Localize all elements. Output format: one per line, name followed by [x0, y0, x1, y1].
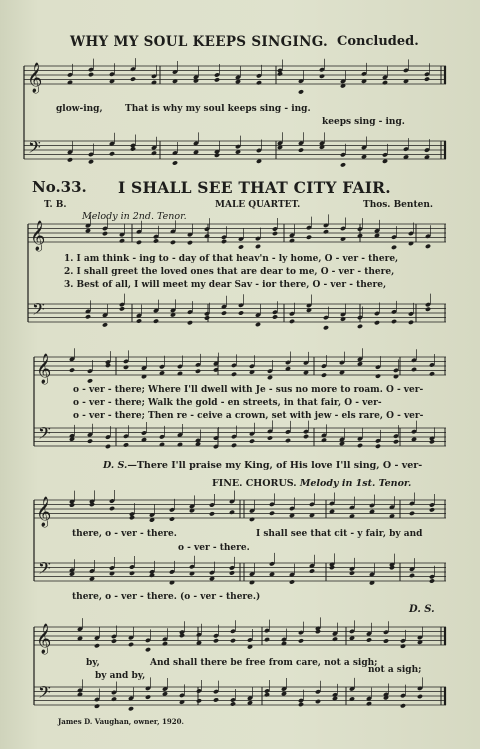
notehead — [119, 238, 125, 243]
notehead — [357, 324, 363, 329]
bass-clef-icon: 𝄢 — [38, 558, 51, 582]
notehead — [230, 701, 236, 706]
system3-line-2: o - ver - there; Walk the gold - en streets, in that fair, O - ver- — [73, 398, 382, 408]
notehead — [408, 320, 414, 325]
system5-upper-1: by, — [86, 658, 100, 668]
notehead — [289, 319, 295, 324]
ds-text: —There I'll praise my King, of His love I'll sing, O - ver- — [127, 460, 423, 471]
notehead — [425, 307, 431, 312]
notehead — [267, 375, 273, 380]
notehead — [179, 633, 185, 638]
treble-clef-icon: 𝄞 — [36, 624, 52, 654]
notehead — [196, 698, 202, 703]
song-number: No.33. — [32, 178, 87, 196]
fine-label: FINE. — [212, 478, 243, 489]
notehead — [214, 153, 220, 158]
notehead — [255, 244, 261, 249]
notehead — [264, 692, 270, 697]
verse-2: 2. I shall greet the loved ones that are dear to me, O - ver - there, — [64, 267, 395, 277]
notehead — [289, 579, 295, 584]
notehead — [231, 443, 237, 448]
notehead — [349, 570, 355, 575]
notehead — [111, 638, 117, 643]
notehead — [321, 437, 327, 442]
notehead — [123, 365, 129, 370]
notehead — [400, 644, 406, 649]
bass-clef-icon: 𝄢 — [38, 423, 51, 447]
credit-center: MALE QUARTET. — [215, 200, 301, 210]
notehead — [193, 78, 199, 83]
treble-clef-icon: 𝄞 — [30, 221, 46, 251]
ds-label: D. S. — [103, 460, 128, 471]
notehead — [111, 696, 117, 701]
notehead — [204, 315, 210, 320]
notehead — [105, 444, 111, 449]
notehead — [267, 435, 273, 440]
notehead — [319, 74, 325, 79]
lyric-keeps-singing: keeps sing - ing. — [322, 117, 405, 127]
notehead — [172, 160, 178, 165]
header-concluded: Concluded. — [337, 34, 419, 49]
notehead — [213, 638, 219, 643]
notehead — [298, 702, 304, 707]
notehead — [130, 146, 136, 151]
notehead — [151, 80, 157, 85]
notehead — [285, 438, 291, 443]
notehead — [249, 580, 255, 585]
notehead — [69, 367, 75, 372]
notehead — [411, 367, 417, 372]
notehead — [424, 76, 430, 81]
notehead — [277, 71, 283, 76]
treble-clef-icon: 𝄞 — [36, 354, 52, 384]
footer-credit: James D. Vaughan, owner, 1920. — [58, 717, 184, 726]
ds-line — [103, 460, 422, 471]
notehead — [229, 510, 235, 515]
notehead — [213, 697, 219, 702]
lyric-glowing: glow-ing, — [56, 104, 103, 114]
notehead — [357, 443, 363, 448]
notehead — [323, 229, 329, 234]
system4-upper-2: I shall see that cit - y fair, by and — [256, 529, 423, 539]
system3-line-3: o - ver - there; Then re - ceive a crown, set with jew - els rare, O - ver- — [73, 411, 424, 421]
notehead — [187, 320, 193, 325]
notehead — [429, 578, 435, 583]
notehead — [366, 637, 372, 642]
notehead — [105, 363, 111, 368]
notehead — [102, 322, 108, 327]
notehead — [169, 516, 175, 521]
fine-chorus-line — [212, 478, 411, 489]
notehead — [87, 378, 93, 383]
notehead — [177, 371, 183, 376]
bass-clef-icon: 𝄢 — [28, 137, 41, 161]
notehead — [375, 373, 381, 378]
notehead — [249, 517, 255, 522]
credit-right: Thos. Benten. — [363, 200, 434, 210]
notehead — [409, 511, 415, 516]
notehead — [340, 236, 346, 241]
notehead — [119, 306, 125, 311]
notehead — [136, 318, 142, 323]
verse-1: 1. I am think - ing to - day of that heav'n - ly home, O - ver - there, — [64, 254, 399, 264]
notehead — [400, 703, 406, 708]
notehead — [151, 150, 157, 155]
notehead — [272, 231, 278, 236]
notehead — [130, 76, 136, 81]
notehead — [238, 310, 244, 315]
notehead — [298, 89, 304, 94]
notehead — [417, 694, 423, 699]
notehead — [303, 434, 309, 439]
notehead — [429, 507, 435, 512]
notehead — [85, 314, 91, 319]
notehead — [298, 638, 304, 643]
notehead — [349, 696, 355, 701]
chorus-label: CHORUS. — [245, 478, 297, 489]
notehead — [187, 240, 193, 245]
system4-upper-3: o - ver - there. — [178, 543, 250, 553]
notehead — [229, 570, 235, 575]
notehead — [366, 701, 372, 706]
notehead — [177, 442, 183, 447]
notehead — [255, 322, 261, 327]
notehead — [272, 314, 278, 319]
notehead — [269, 511, 275, 516]
notehead — [129, 571, 135, 576]
treble-clef-icon: 𝄞 — [36, 497, 52, 527]
notehead — [429, 371, 435, 376]
notehead — [340, 162, 346, 167]
notehead — [214, 77, 220, 82]
notehead — [393, 439, 399, 444]
notehead — [391, 245, 397, 250]
notehead — [109, 151, 115, 156]
notehead — [309, 568, 315, 573]
system5-upper-3: by and by, — [95, 671, 146, 681]
notehead — [383, 638, 389, 643]
notehead — [256, 80, 262, 85]
notehead — [94, 704, 100, 709]
notehead — [238, 244, 244, 249]
notehead — [231, 372, 237, 377]
notehead — [289, 238, 295, 243]
notehead — [88, 72, 94, 77]
notehead — [409, 573, 415, 578]
treble-clef-icon: 𝄞 — [27, 63, 43, 93]
notehead — [382, 80, 388, 85]
notehead — [375, 444, 381, 449]
system5-upper-4: not a sigh; — [368, 665, 422, 675]
melody-note: Melody in 2nd. Tenor. — [82, 211, 187, 222]
notehead — [323, 325, 329, 330]
verse-3: 3. Best of all, I will meet my dear Sav - ior there, O - ver - there, — [64, 280, 387, 290]
song-title: I SHALL SEE THAT CITY FAIR. — [118, 178, 391, 197]
notehead — [69, 502, 75, 507]
notehead — [145, 694, 151, 699]
notehead — [128, 706, 134, 711]
notehead — [332, 636, 338, 641]
notehead — [425, 244, 431, 249]
notehead — [128, 642, 134, 647]
system5-upper-2: And shall there be free from care, not a sigh; — [150, 658, 378, 668]
notehead — [306, 235, 312, 240]
notehead — [429, 439, 435, 444]
notehead — [94, 643, 100, 648]
notehead — [102, 231, 108, 236]
notehead — [153, 238, 159, 243]
notehead — [391, 319, 397, 324]
notehead — [374, 320, 380, 325]
notehead — [109, 506, 115, 511]
melody-first-tenor: Melody in 1st. Tenor. — [299, 478, 412, 489]
notehead — [209, 511, 215, 516]
notehead — [162, 641, 168, 646]
notehead — [321, 372, 327, 377]
notehead — [264, 637, 270, 642]
bass-clef-icon: 𝄢 — [32, 299, 45, 323]
system4-lower-1: there, o - ver - there. (o - ver - there.) — [72, 592, 261, 602]
notehead — [87, 438, 93, 443]
notehead — [204, 233, 210, 238]
notehead — [123, 442, 129, 447]
bass-clef-icon: 𝄢 — [38, 682, 51, 706]
notehead — [221, 310, 227, 315]
notehead — [298, 147, 304, 152]
notehead — [221, 239, 227, 244]
lyric-soul-keeps-singing: That is why my soul keeps sing - ing. — [125, 104, 311, 114]
notehead — [153, 319, 159, 324]
notehead — [315, 699, 321, 704]
credit-left: T. B. — [44, 200, 67, 210]
notehead — [145, 647, 151, 652]
notehead — [230, 638, 236, 643]
notehead — [170, 240, 176, 245]
notehead — [136, 240, 142, 245]
notehead — [249, 438, 255, 443]
header-title: WHY MY SOUL KEEPS SINGING. — [70, 34, 329, 50]
system4-upper-1: there, o - ver - there. — [72, 529, 177, 539]
system3-line-1: o - ver - there; Where I'll dwell with Je - sus no more to roam. O - ver- — [73, 385, 424, 395]
ds-mark: D. S. — [409, 604, 435, 615]
notehead — [149, 573, 155, 578]
notehead — [67, 157, 73, 162]
notehead — [88, 159, 94, 164]
notehead — [129, 515, 135, 520]
notehead — [195, 369, 201, 374]
